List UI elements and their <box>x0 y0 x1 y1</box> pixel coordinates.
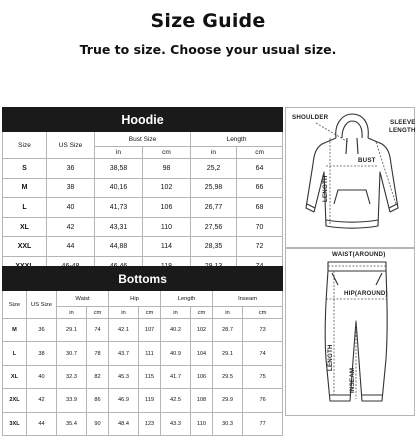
bottoms-cell-size: 2XL <box>3 389 27 412</box>
bottoms-header-waist-cm: cm <box>87 307 109 319</box>
hoodie-cell-bust-cm: 102 <box>143 178 191 198</box>
bottoms-cell-hip-cm: 107 <box>139 319 161 342</box>
bottoms-header-us-size: US Size <box>27 291 57 319</box>
bottoms-cell-waist-cm: 82 <box>87 365 109 388</box>
hoodie-cell-length-in: 27,56 <box>191 217 237 237</box>
hoodie-header-length: Length <box>191 132 283 147</box>
bottoms-cell-inseam-cm: 77 <box>243 412 283 435</box>
hoodie-cell-bust-in: 43,31 <box>95 217 143 237</box>
bottoms-cell-waist-in: 35.4 <box>57 412 87 435</box>
table-row <box>3 365 283 388</box>
bottoms-cell-hip-in: 43.7 <box>109 342 139 365</box>
table-row <box>3 178 283 198</box>
waist-label: WAIST(AROUND) <box>332 251 386 258</box>
table-row <box>3 412 283 435</box>
bottoms-header-size: Size <box>3 291 27 319</box>
hoodie-header-bust-cm: cm <box>143 147 191 159</box>
bottoms-cell-length-in: 41.7 <box>161 365 191 388</box>
hoodie-cell-size: XXL <box>3 237 47 257</box>
bottoms-header-waist-in: in <box>57 307 87 319</box>
bottoms-cell-inseam-in: 30.3 <box>213 412 243 435</box>
bottoms-table-title: Bottoms <box>3 267 283 291</box>
bottoms-cell-waist-in: 30.7 <box>57 342 87 365</box>
bottoms-cell-inseam-in: 29.9 <box>213 389 243 412</box>
bottoms-cell-hip-cm: 115 <box>139 365 161 388</box>
bottoms-header-length-in: in <box>161 307 191 319</box>
bottoms-cell-waist-cm: 74 <box>87 319 109 342</box>
bottoms-header-inseam-in: in <box>213 307 243 319</box>
bottoms-cell-length-in: 42.5 <box>161 389 191 412</box>
hoodie-cell-length-in: 28,35 <box>191 237 237 257</box>
hoodie-header-length-cm: cm <box>237 147 283 159</box>
bottoms-cell-length-in: 43.3 <box>161 412 191 435</box>
bottoms-cell-us-size: 36 <box>27 319 57 342</box>
bottoms-header-inseam-cm: cm <box>243 307 283 319</box>
hoodie-cell-bust-cm: 106 <box>143 198 191 218</box>
bottoms-cell-length-cm: 110 <box>191 412 213 435</box>
bottoms-cell-inseam-cm: 73 <box>243 319 283 342</box>
hoodie-cell-us-size: 40 <box>47 198 95 218</box>
table-row <box>3 319 283 342</box>
bottoms-header-hip-cm: cm <box>139 307 161 319</box>
hoodie-header-bust: Bust Size <box>95 132 191 147</box>
hoodie-header-length-in: in <box>191 147 237 159</box>
hoodie-header-size: Size <box>3 132 47 159</box>
hoodie-cell-us-size: 42 <box>47 217 95 237</box>
hoodie-cell-us-size: 38 <box>47 178 95 198</box>
hoodie-cell-bust-in: 38,58 <box>95 159 143 179</box>
bust-label: BUST <box>358 157 376 164</box>
bottoms-cell-hip-in: 46.9 <box>109 389 139 412</box>
bottoms-cell-size: M <box>3 319 27 342</box>
hoodie-header-us-size: US Size <box>47 132 95 159</box>
bottoms-cell-inseam-cm: 76 <box>243 389 283 412</box>
hoodie-cell-length-cm: 70 <box>237 217 283 237</box>
hoodie-cell-size: L <box>3 198 47 218</box>
page-subtitle: True to size. Choose your usual size. <box>79 42 337 57</box>
bottoms-cell-length-cm: 108 <box>191 389 213 412</box>
table-row <box>3 159 283 179</box>
bottoms-cell-inseam-in: 28.7 <box>213 319 243 342</box>
inseam-label: INSEAM <box>349 367 356 393</box>
hoodie-cell-us-size: 44 <box>47 237 95 257</box>
bottoms-header-hip-in: in <box>109 307 139 319</box>
hoodie-cell-size: M <box>3 178 47 198</box>
bottoms-cell-size: L <box>3 342 27 365</box>
pants-length-label: LENGTH <box>327 344 334 371</box>
bottoms-header-inseam: Inseam <box>213 291 283 307</box>
bottoms-cell-us-size: 38 <box>27 342 57 365</box>
hoodie-cell-length-cm: 66 <box>237 178 283 198</box>
page-title: Size Guide <box>150 10 266 32</box>
bottoms-cell-size: 3XL <box>3 412 27 435</box>
bottoms-header-length: Length <box>161 291 213 307</box>
table-row <box>3 389 283 412</box>
bottoms-cell-inseam-cm: 75 <box>243 365 283 388</box>
hoodie-cell-length-in: 26,77 <box>191 198 237 218</box>
hoodie-diagram <box>285 107 415 248</box>
table-row <box>3 237 283 257</box>
bottoms-cell-length-cm: 104 <box>191 342 213 365</box>
sleeve-label-line2: LENGTH <box>389 127 416 134</box>
bottoms-cell-hip-in: 45.3 <box>109 365 139 388</box>
bottoms-cell-waist-cm: 90 <box>87 412 109 435</box>
bottoms-cell-hip-cm: 111 <box>139 342 161 365</box>
bottoms-cell-size: XL <box>3 365 27 388</box>
bottoms-cell-inseam-cm: 74 <box>243 342 283 365</box>
bottoms-cell-waist-in: 32.3 <box>57 365 87 388</box>
bottoms-header-waist: Waist <box>57 291 109 307</box>
hoodie-cell-length-in: 25,2 <box>191 159 237 179</box>
bottoms-cell-hip-in: 42.1 <box>109 319 139 342</box>
hoodie-cell-bust-in: 44,88 <box>95 237 143 257</box>
bottoms-cell-us-size: 42 <box>27 389 57 412</box>
table-row <box>3 217 283 237</box>
bottoms-size-table <box>2 266 283 436</box>
hoodie-cell-length-in: 25,98 <box>191 178 237 198</box>
bottoms-header-length-cm: cm <box>191 307 213 319</box>
hoodie-cell-length-cm: 64 <box>237 159 283 179</box>
table-row <box>3 342 283 365</box>
table-row <box>3 198 283 218</box>
hoodie-length-label: LENGTH <box>322 175 329 202</box>
bottoms-cell-length-cm: 102 <box>191 319 213 342</box>
pants-diagram <box>285 248 415 416</box>
hoodie-cell-bust-cm: 110 <box>143 217 191 237</box>
hoodie-cell-bust-in: 40,16 <box>95 178 143 198</box>
hoodie-header-bust-in: in <box>95 147 143 159</box>
hoodie-cell-us-size: 36 <box>47 159 95 179</box>
bottoms-cell-length-in: 40.2 <box>161 319 191 342</box>
bottoms-header-hip: Hip <box>109 291 161 307</box>
bottoms-cell-length-cm: 106 <box>191 365 213 388</box>
bottoms-cell-hip-in: 48.4 <box>109 412 139 435</box>
bottoms-cell-hip-cm: 119 <box>139 389 161 412</box>
bottoms-cell-waist-cm: 78 <box>87 342 109 365</box>
hoodie-size-table <box>2 107 283 277</box>
bottoms-cell-waist-in: 29.1 <box>57 319 87 342</box>
bottoms-cell-us-size: 44 <box>27 412 57 435</box>
bottoms-cell-inseam-in: 29.5 <box>213 365 243 388</box>
sleeve-label-line1: SLEEVE <box>390 119 416 126</box>
hoodie-cell-bust-in: 41,73 <box>95 198 143 218</box>
hoodie-cell-bust-cm: 114 <box>143 237 191 257</box>
hip-label: HIP(AROUND) <box>344 290 388 297</box>
hoodie-cell-size: S <box>3 159 47 179</box>
bottoms-cell-waist-cm: 86 <box>87 389 109 412</box>
hoodie-cell-length-cm: 72 <box>237 237 283 257</box>
hoodie-table-title: Hoodie <box>3 108 283 132</box>
bottoms-cell-length-in: 40.9 <box>161 342 191 365</box>
bottoms-cell-us-size: 40 <box>27 365 57 388</box>
bottoms-cell-hip-cm: 123 <box>139 412 161 435</box>
hoodie-cell-size: XL <box>3 217 47 237</box>
bottoms-cell-inseam-in: 29.1 <box>213 342 243 365</box>
bottoms-cell-waist-in: 33.9 <box>57 389 87 412</box>
hoodie-cell-length-cm: 68 <box>237 198 283 218</box>
hoodie-cell-bust-cm: 98 <box>143 159 191 179</box>
shoulder-label: SHOULDER <box>292 114 329 121</box>
